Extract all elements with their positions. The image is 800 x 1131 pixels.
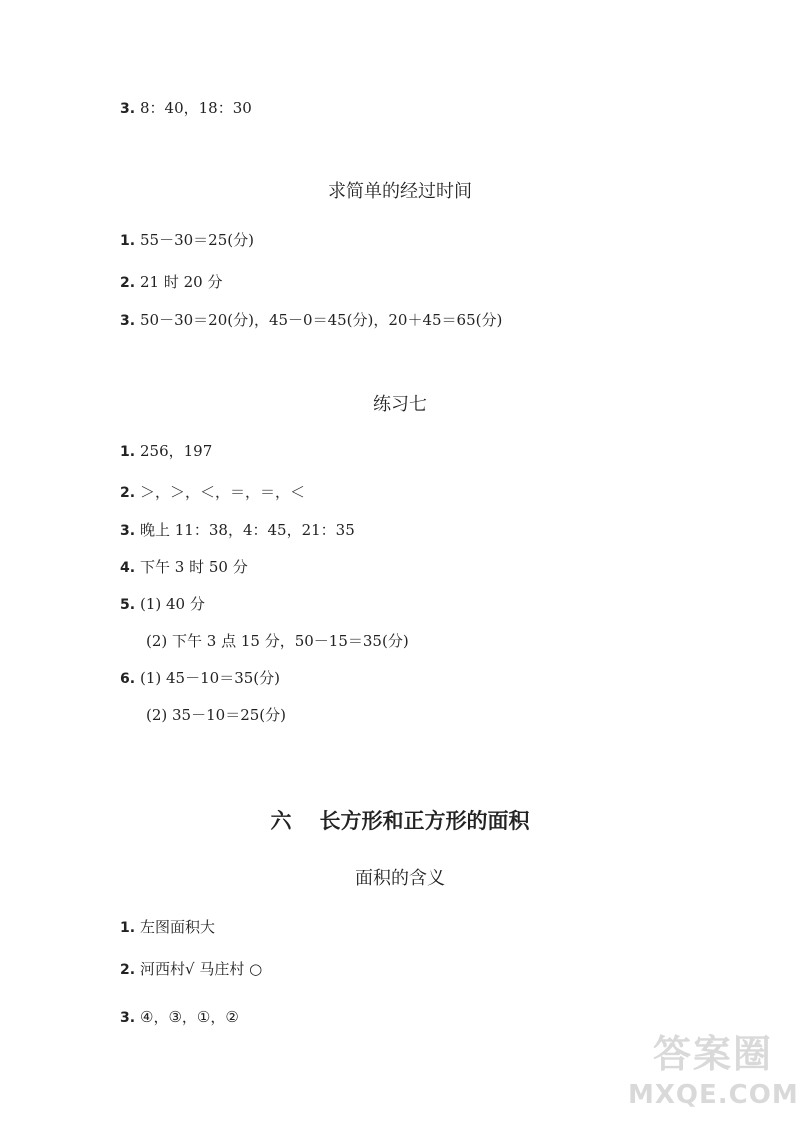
- watermark-logo: [628, 1030, 798, 1130]
- item-text: (1) 40 分: [140, 595, 205, 613]
- item-number: 2.: [120, 485, 136, 501]
- item-number: 3.: [120, 313, 136, 329]
- item-text: (2) 35－10＝25(分): [146, 706, 286, 724]
- answer-line: [120, 98, 252, 119]
- item-text: 21 时 20 分: [140, 273, 223, 291]
- item-text: 下午 3 时 50 分: [140, 558, 248, 576]
- answer-subline: [146, 631, 409, 651]
- answer-line: [120, 959, 262, 980]
- answer-line: [120, 441, 212, 462]
- answer-line: [120, 557, 248, 578]
- item-number: 3.: [120, 523, 136, 539]
- answer-line: [120, 1007, 239, 1028]
- answer-line: [120, 272, 222, 293]
- item-text: 55－30＝25(分): [140, 231, 254, 249]
- section-heading: 求简单的经过时间: [328, 181, 472, 202]
- item-text: 8：40，18：30: [140, 99, 252, 117]
- item-number: 4.: [120, 560, 136, 576]
- item-text: (2) 下午 3 点 15 分，50－15＝35(分): [146, 632, 409, 650]
- chapter-number: 六: [270, 809, 292, 833]
- item-number: 5.: [120, 597, 136, 613]
- item-text: 晚上 11：38，4：45，21：35: [140, 521, 355, 539]
- watermark-text: 答案圈: [652, 1032, 773, 1076]
- answer-line: [120, 668, 280, 689]
- chapter-heading: [0, 808, 800, 834]
- answer-line: [120, 230, 254, 251]
- item-number: 2.: [120, 275, 136, 291]
- answer-line: [120, 482, 305, 503]
- answer-line: [120, 917, 215, 938]
- section-heading: 面积的含义: [355, 868, 445, 889]
- item-number: 1.: [120, 920, 136, 936]
- item-text: (1) 45－10＝35(分): [140, 669, 280, 687]
- answer-line: [120, 310, 502, 331]
- item-number: 3.: [120, 101, 136, 117]
- item-number: 1.: [120, 233, 136, 249]
- item-number: 6.: [120, 671, 136, 687]
- item-number: 2.: [120, 962, 136, 978]
- chapter-title: 长方形和正方形的面积: [319, 809, 530, 833]
- answer-line: [120, 520, 355, 541]
- item-text: 左图面积大: [140, 918, 216, 936]
- answer-line: [120, 594, 205, 615]
- item-text: 256，197: [140, 442, 213, 460]
- item-text: ④，③，①，②: [140, 1008, 239, 1026]
- item-number: 3.: [120, 1010, 136, 1026]
- item-text: 50－30＝20(分)，45－0＝45(分)，20＋45＝65(分): [140, 311, 503, 329]
- item-text: 河西村√ 马庄村 ○: [140, 960, 263, 978]
- watermark-url: MXQE.COM: [628, 1080, 799, 1110]
- section-heading: 练习七: [373, 394, 427, 415]
- answer-subline: [146, 705, 286, 725]
- item-text: ＞，＞，＜，＝，＝，＜: [140, 483, 306, 501]
- item-number: 1.: [120, 444, 136, 460]
